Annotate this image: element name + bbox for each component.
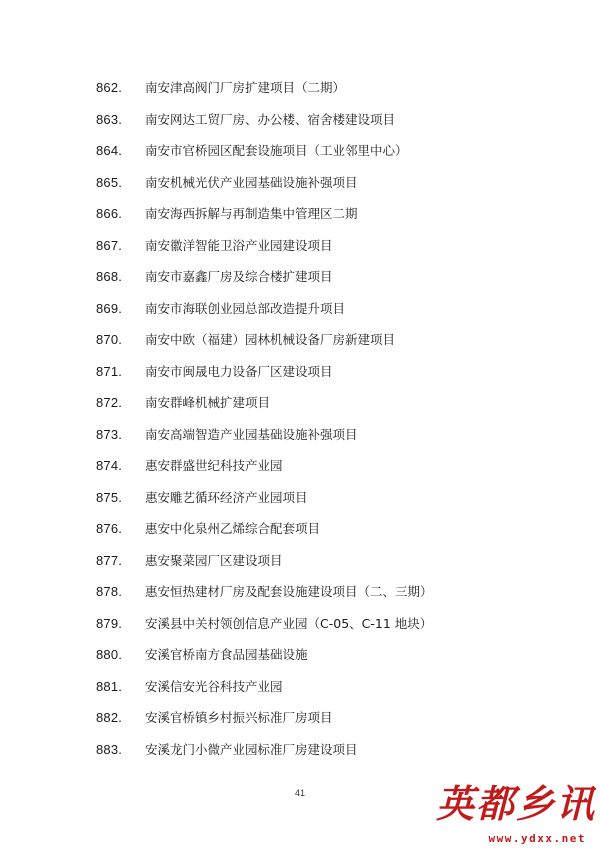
item-text: 安溪龙门小微产业园标准厂房建设项目	[145, 741, 358, 757]
list-item	[0, 297, 600, 329]
item-text: 南安群峰机械扩建项目	[145, 395, 271, 410]
item-number: 870.	[96, 332, 123, 347]
watermark-logo-text: 英都乡讯	[436, 781, 596, 826]
item-number: 880.	[96, 647, 123, 662]
item-number: 867.	[96, 237, 123, 253]
item-number: 877.	[96, 552, 123, 568]
list-item	[0, 612, 600, 644]
item-number: 878.	[96, 584, 123, 599]
list-item	[0, 360, 600, 392]
list-item	[0, 328, 600, 360]
item-number: 864.	[96, 143, 123, 158]
item-text: 南安中欧（福建）园林机械设备厂房新建项目	[145, 332, 396, 347]
item-number: 874.	[96, 458, 123, 473]
item-text: 南安机械光伏产业园基础设施补强项目	[145, 174, 358, 190]
item-number: 873.	[96, 426, 123, 442]
item-number: 863.	[96, 111, 123, 127]
item-text: 安溪县中关村领创信息产业园（C-05、C-11 地块）	[145, 615, 433, 631]
item-text: 南安徽洋智能卫浴产业园建设项目	[145, 237, 333, 253]
item-number: 871.	[96, 363, 123, 379]
item-number: 862.	[96, 80, 123, 95]
item-number: 866.	[96, 206, 123, 221]
item-number: 869.	[96, 300, 123, 316]
list-item	[0, 675, 600, 707]
list-item	[0, 108, 600, 140]
item-text: 惠安聚菜园厂区建设项目	[145, 552, 283, 568]
item-text: 南安市海联创业园总部改造提升项目	[145, 300, 346, 316]
list-item	[0, 643, 600, 675]
item-number: 881.	[96, 678, 123, 694]
item-number: 882.	[96, 710, 123, 725]
list-item	[0, 202, 600, 234]
item-text: 南安市嘉鑫厂房及综合楼扩建项目	[145, 269, 333, 284]
list-item	[0, 391, 600, 423]
list-item	[0, 517, 600, 549]
list-item	[0, 454, 600, 486]
list-item	[0, 423, 600, 455]
item-text: 南安市官桥园区配套设施项目（工业邻里中心）	[145, 143, 408, 158]
item-number: 865.	[96, 174, 123, 190]
list-item	[0, 580, 600, 612]
item-number: 876.	[96, 521, 123, 536]
item-number: 879.	[96, 615, 123, 631]
item-text: 惠安雕艺循环经济产业园项目	[145, 489, 308, 505]
item-number: 872.	[96, 395, 123, 410]
item-text: 南安津高阀门厂房扩建项目（二期）	[145, 80, 346, 95]
page-number: 41	[294, 788, 305, 798]
item-text: 惠安中化泉州乙烯综合配套项目	[145, 521, 321, 536]
item-text: 南安高端智造产业园基础设施补强项目	[145, 426, 358, 442]
watermark-url: www.ydxx.net	[488, 832, 586, 845]
item-text: 南安海西拆解与再制造集中管理区二期	[145, 206, 358, 221]
item-text: 安溪信安光谷科技产业园	[145, 678, 283, 694]
item-text: 南安市闽晟电力设备厂区建设项目	[145, 363, 333, 379]
list-item	[0, 486, 600, 518]
watermark	[436, 777, 596, 845]
list-item	[0, 265, 600, 297]
list-item	[0, 706, 600, 738]
item-number: 868.	[96, 269, 123, 284]
item-text: 南安网达工贸厂房、办公楼、宿舍楼建设项目	[145, 111, 396, 127]
list-item	[0, 738, 600, 770]
list-item	[0, 139, 600, 171]
project-list	[0, 76, 600, 769]
item-text: 安溪官桥镇乡村振兴标准厂房项目	[145, 710, 333, 725]
item-number: 875.	[96, 489, 123, 505]
item-text: 安溪官桥南方食品园基础设施	[145, 647, 308, 662]
list-item	[0, 234, 600, 266]
list-item	[0, 171, 600, 203]
list-item	[0, 549, 600, 581]
item-text: 惠安恒热建材厂房及配套设施建设项目（二、三期）	[145, 584, 433, 599]
list-item	[0, 76, 600, 108]
item-text: 惠安群盛世纪科技产业园	[145, 458, 283, 473]
item-number: 883.	[96, 741, 123, 757]
watermark-logo	[436, 777, 596, 827]
